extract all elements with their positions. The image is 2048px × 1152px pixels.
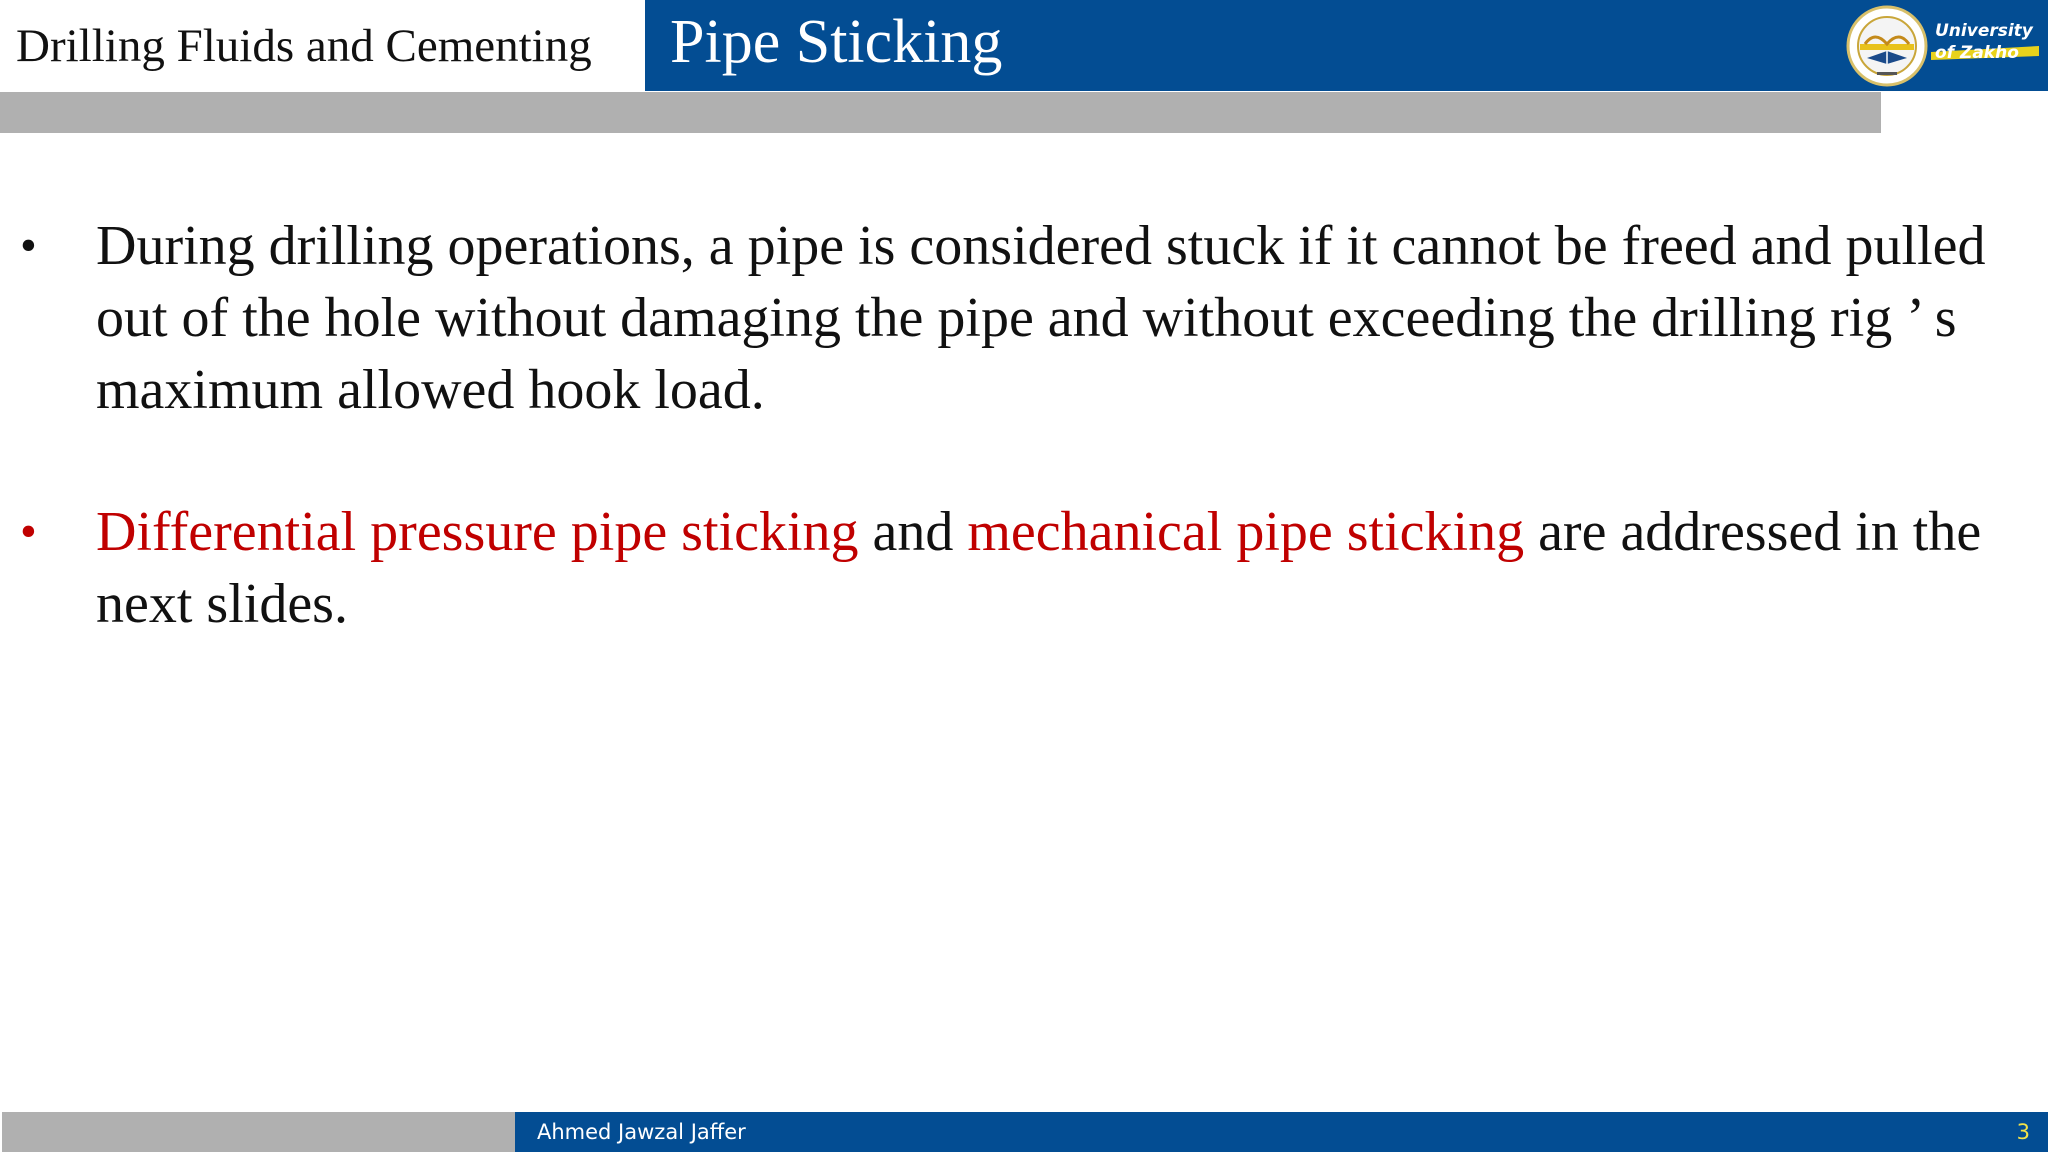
page-number: 3 [2016,1120,2030,1144]
footer-author: Ahmed Jawzal Jaffer [537,1120,746,1144]
bullet-marker: • [20,505,37,558]
header-divider-bar [0,92,1881,133]
slide-content [0,210,2048,640]
bullet-item [0,496,2048,640]
bullet-text: During drilling operations, a pipe is considered stuck if it cannot be freed and pulled out of the hole without damaging the pipe and without exceeding the drilling rig ’ s maximum allowed hook load. [96,215,1986,421]
logo-wordmark [1935,20,2033,64]
footer-gray-bar [2,1112,515,1152]
mechanical-sticking-term: mechanical pipe sticking [967,501,1525,563]
bullet-text-connector: and [858,501,968,563]
logo-line-2: of Zakho [1935,43,2019,63]
differential-sticking-term: Differential pressure pipe sticking [96,501,859,563]
bullet-text-tail: are addressed in the next slides. [96,501,1982,635]
course-title: Drilling Fluids and Cementing [16,19,592,72]
bullet-item [0,210,2048,426]
slide-title: Pipe Sticking [670,7,1003,76]
bullet-marker: • [20,219,37,272]
logo-line-1: University [1935,21,2033,41]
